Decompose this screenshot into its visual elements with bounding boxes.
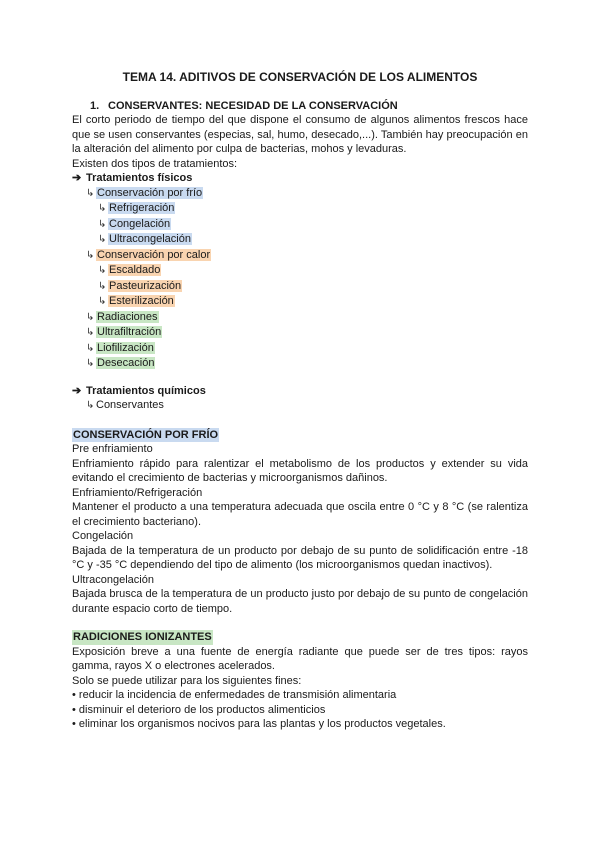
chemical-treatments-label: Tratamientos químicos [86,384,206,397]
bullet-icon: • [72,689,76,701]
other-treatment-label: Ultrafiltración [97,326,162,338]
radiation-use-item [72,688,528,703]
sub-arrow-icon: ↳ [86,400,95,411]
types-intro: Existen dos tipos de tratamientos: [72,157,238,170]
radiation-use-item [72,703,528,718]
section-number: 1. [90,100,100,112]
cold-subitem-label: Congelación [109,217,171,230]
page-title: TEMA 14. ADITIVOS DE CONSERVACIÓN DE LOS ALIMENTOS [122,70,478,84]
cold-subitem-label: Refrigeración [109,202,175,214]
section-title: CONSERVANTES: NECESIDAD DE LA CONSERVACIÓN [108,100,398,112]
other-treatment-item [72,356,528,372]
cold-section-heading [72,428,528,443]
other-treatment-item [72,310,528,326]
spacer [72,616,528,630]
cold-conservation-item [72,186,528,202]
section-1-heading [90,100,528,112]
sub-arrow-icon: ↳ [86,187,95,199]
bullet-icon: • [72,703,76,716]
refrigeration-title: Enfriamiento/Refrigeración [72,486,203,499]
heat-subitem [72,263,528,279]
deep-freezing-text: Bajada brusca de la temperatura de un producto justo por debajo de su punto de congelación durante espacio corto de tiempo. [72,588,528,615]
sub-arrow-icon: ↳ [86,342,95,354]
physical-treatments-label: Tratamientos físicos [86,172,193,184]
heat-subitem [72,294,528,310]
radiation-section-heading [72,630,528,645]
radiation-section-title: RADICIONES IONIZANTES [73,631,212,643]
cold-subitem [72,217,528,233]
heat-subitem-label: Escaldado [109,264,161,276]
chemical-treatments [72,384,528,399]
radiation-use-item [72,717,528,732]
sub-arrow-icon: ↳ [86,249,95,261]
other-treatment-label: Desecación [97,357,155,369]
radiation-use-text: eliminar los organismos nocivos para las plantas y los productos vegetales. [78,718,446,730]
heat-subitem-label: Pasteurización [109,279,182,292]
intro-paragraph: El corto periodo de tiempo del que dispone el consumo de algunos alimentos frescos hace que se usen conservantes (especias, sal, humo, desecado,...). También hay preocupación en la alteración del alimento por culpa de bacterias, mohos y levaduras. [72,114,528,155]
cold-subitem [72,232,528,248]
freezing-title: Congelación [72,530,134,542]
refrigeration-text: Mantener el producto a una temperatura adecuada que oscila entre 0 °C y 8 °C (se ralentiza el crecimiento bacteriano). [72,501,528,528]
radiation-uses-intro: Solo se puede utilizar para los siguientes fines: [72,674,302,687]
pre-cooling-title: Pre enfriamiento [72,443,153,455]
document-page [72,70,528,732]
cold-section-title: CONSERVACIÓN POR FRÍO [73,428,219,441]
radiation-text: Exposición breve a una fuente de energía radiante que puede ser de tres tipos: rayos gamma, rayos X o electrones acelerados. [72,645,528,672]
deep-freezing-title: Ultracongelación [72,573,154,586]
heat-conservation-item [72,248,528,264]
other-treatment-item [72,325,528,341]
chemical-subitem-label: Conservantes [96,399,164,411]
freezing-text: Bajada de la temperatura de un producto por debajo de su punto de solidificación entre -18 °C y -35 °C dependiendo del tipo de alimento (los microorganismos quedan inactivos). [72,544,528,571]
arrow-icon: ➔ [72,172,82,184]
other-treatment-label: Radiaciones [97,310,158,323]
heat-subitem-label: Esterilización [109,295,174,307]
bullet-icon: • [72,718,76,730]
sub-arrow-icon: ↳ [98,234,107,245]
radiation-use-text: disminuir el deterioro de los productos alimenticios [78,703,326,716]
other-treatment-label: Liofilización [97,341,154,354]
arrow-icon: ➔ [72,384,82,397]
cold-subitem [72,201,528,217]
cold-subitem-label: Ultracongelación [109,233,191,245]
sub-arrow-icon: ↳ [98,296,107,307]
heat-subitem [72,279,528,295]
physical-treatments [72,171,528,186]
sub-arrow-icon: ↳ [98,218,107,230]
pre-cooling-text: Enfriamiento rápido para ralentizar el metabolismo de los productos y extender su vida evitando el crecimiento de bacterias y microorganismos dañinos. [72,457,528,484]
sub-arrow-icon: ↳ [86,311,95,323]
spacer [72,372,528,384]
sub-arrow-icon: ↳ [98,203,107,214]
cold-conservation-label: Conservación por frío [97,186,203,199]
spacer [72,414,528,428]
heat-conservation-label: Conservación por calor [97,248,211,261]
sub-arrow-icon: ↳ [86,358,95,369]
radiation-use-text: reducir la incidencia de enfermedades de transmisión alimentaria [78,689,397,701]
sub-arrow-icon: ↳ [86,327,95,338]
other-treatment-item [72,341,528,357]
sub-arrow-icon: ↳ [98,280,107,292]
sub-arrow-icon: ↳ [98,265,107,276]
chemical-subitem [72,398,528,414]
